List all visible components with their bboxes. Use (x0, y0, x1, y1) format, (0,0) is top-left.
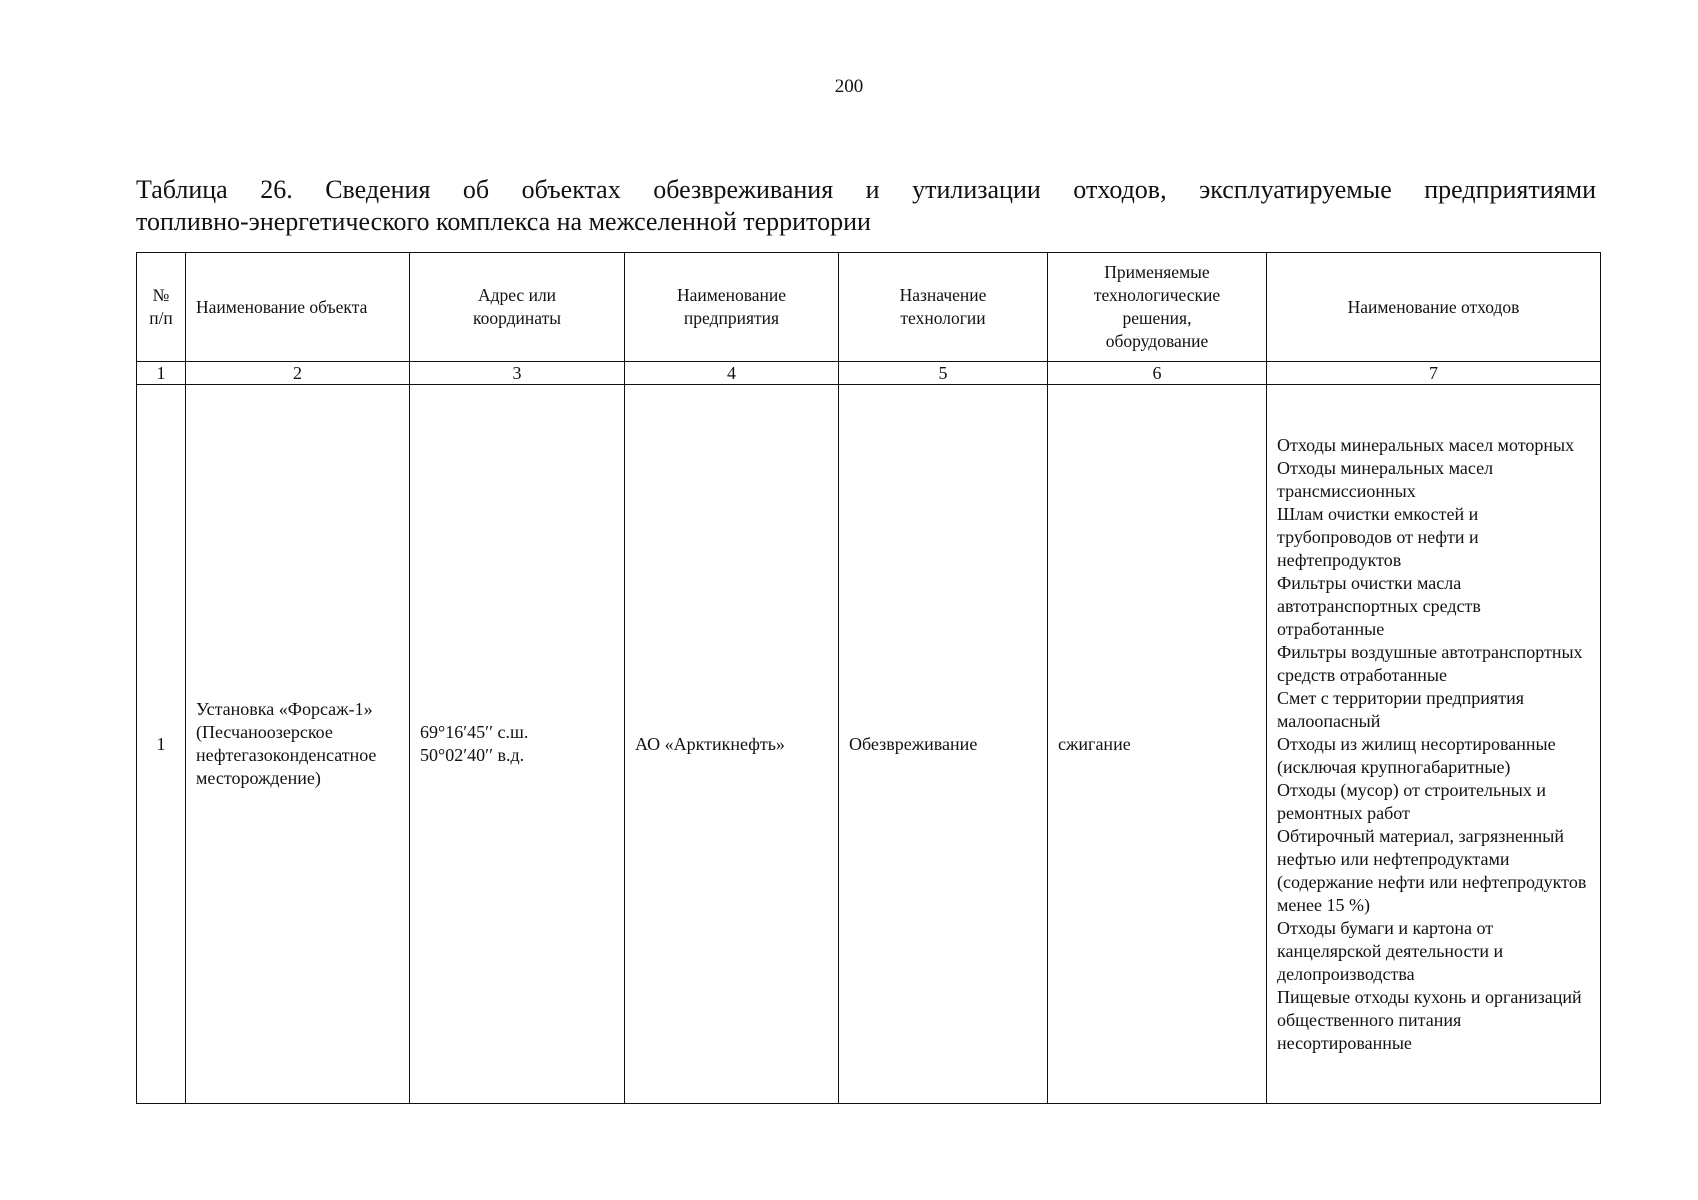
table-row (137, 385, 1601, 1104)
waste-item: Отходы (мусор) от строительных и ремонтных работ (1277, 779, 1547, 823)
waste-item: Фильтры очистки масла автотранспортных средств отработанные (1277, 572, 1481, 639)
column-number: 7 (1267, 362, 1601, 385)
waste-item: Отходы минеральных масел моторных (1277, 434, 1575, 455)
object-name: Установка «Форсаж-1» (Песчаноозерское нефтегазоконденсатное месторождение) (186, 385, 410, 1104)
waste-item: Обтирочный материал, загрязненный нефтью или нефтепродуктами (содержание нефти или нефтепродуктов менее 15 %) (1277, 825, 1587, 915)
header-num: № п/п (137, 253, 186, 362)
column-number: 5 (839, 362, 1048, 385)
waste-item: Пищевые отходы кухонь и организаций общественного питания несортированные (1277, 986, 1582, 1053)
row-number: 1 (137, 385, 186, 1104)
waste-item: Отходы из жилищ несортированные (исключая крупногабаритные) (1277, 733, 1556, 777)
waste-item: Фильтры воздушные автотранспортных средств отработанные (1277, 641, 1583, 685)
waste-item: Смет с территории предприятия малоопасный (1277, 687, 1524, 731)
column-number-row (137, 362, 1601, 385)
column-number: 2 (186, 362, 410, 385)
waste-facilities-table (136, 252, 1601, 1104)
company-name: АО «Арктикнефть» (625, 385, 839, 1104)
header-address: Адрес или координаты (410, 253, 625, 362)
page-number: 200 (834, 76, 864, 97)
header-company: Наименование предприятия (625, 253, 839, 362)
waste-item: Отходы бумаги и картона от канцелярской деятельности и делопроизводства (1277, 917, 1504, 984)
object-coordinates: 69°16′45′′ с.ш. 50°02′40′′ в.д. (410, 385, 625, 1104)
caption-line-1: Таблица 26. Сведения об объектах обезвреживания и утилизации отходов, эксплуатируемые предприятиями (136, 175, 1596, 204)
column-number: 4 (625, 362, 839, 385)
column-number: 1 (137, 362, 186, 385)
technology-solution: сжигание (1048, 385, 1267, 1104)
table-header-row (137, 253, 1601, 362)
header-object: Наименование объекта (186, 253, 410, 362)
header-waste: Наименование отходов (1267, 253, 1601, 362)
technology-purpose: Обезвреживание (839, 385, 1048, 1104)
waste-item: Шлам очистки емкостей и трубопроводов от нефти и нефтепродуктов (1277, 503, 1479, 570)
header-purpose: Назначение технологии (839, 253, 1048, 362)
table-caption (136, 174, 1596, 238)
waste-list (1267, 385, 1601, 1104)
caption-line-2: топливно-энергетического комплекса на межселенной территории (136, 207, 871, 236)
column-number: 3 (410, 362, 625, 385)
column-number: 6 (1048, 362, 1267, 385)
waste-item: Отходы минеральных масел трансмиссионных (1277, 457, 1494, 501)
header-technology: Применяемые технологические решения, оборудование (1048, 253, 1267, 362)
